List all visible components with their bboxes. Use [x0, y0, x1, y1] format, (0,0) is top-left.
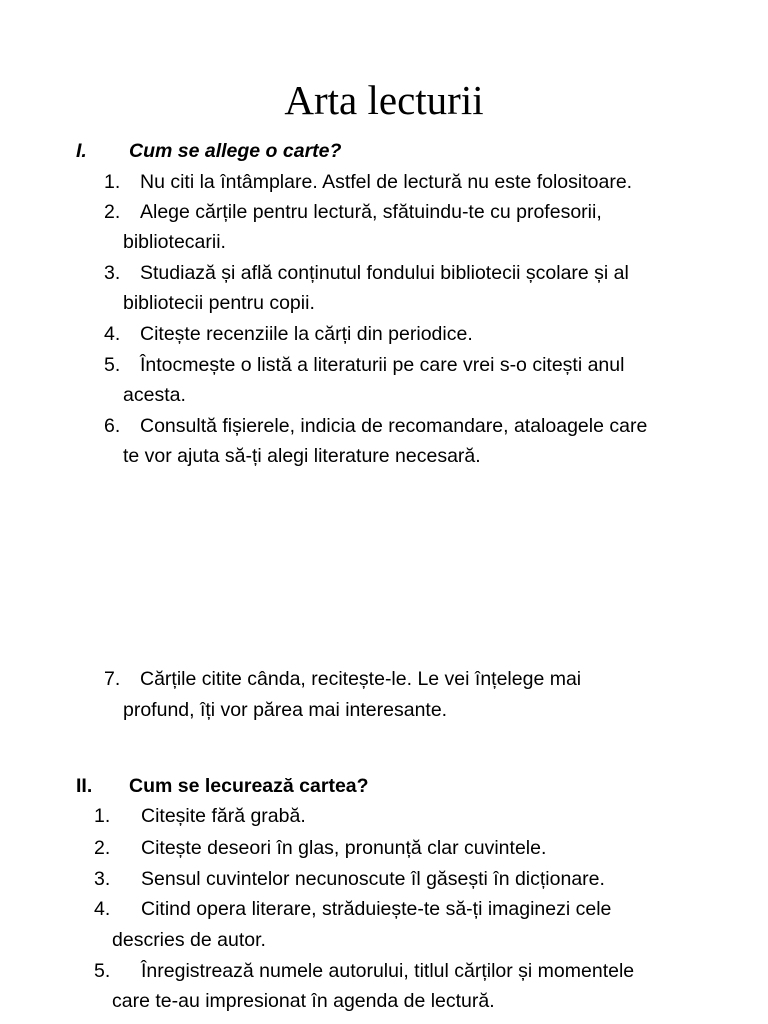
list-item-text: Citeșite fără grabă.: [141, 805, 306, 827]
list-item-text: Citește deseori în glas, pronunță clar cuvintele.: [141, 837, 547, 859]
list-item-text: Alege cărțile pentru lectură, sfătuindu-te cu profesorii,: [140, 201, 602, 223]
list-item-number: 3.: [94, 868, 111, 890]
list-item-text: Înregistrează numele autorului, titlul cărților și momentele: [141, 960, 635, 982]
list-item-continuation: bibliotecarii.: [123, 231, 226, 253]
list-item-text: Nu citi la întâmplare. Astfel de lectură nu este folositoare.: [140, 171, 633, 193]
list-item-number: 4.: [104, 323, 121, 345]
list-item-continuation: acesta.: [123, 384, 186, 406]
list-item-text: Întocmește o listă a literaturii pe care vrei s-o citești anul: [140, 354, 625, 376]
list-item-continuation: profund, îți vor părea mai interesante.: [123, 699, 448, 721]
list-item-text: Cărțile citite cânda, recitește-le. Le vei înțelege mai: [140, 668, 582, 690]
list-item-text: Citește recenziile la cărți din periodice.: [140, 323, 473, 345]
list-item-number: 5.: [104, 354, 121, 376]
list-item-continuation: descries de autor.: [112, 929, 266, 951]
list-item-number: 1.: [104, 171, 121, 193]
list-item-text: Studiază și află conținutul fondului bibliotecii școlare și al: [140, 262, 629, 284]
section-numeral: I.: [76, 140, 87, 162]
list-item-number: 6.: [104, 415, 121, 437]
list-item-number: 2.: [104, 201, 121, 223]
list-item-continuation: care te-au impresionat în agenda de lectură.: [112, 990, 495, 1012]
document-title: Arta lecturii: [284, 77, 484, 123]
list-item-number: 1.: [94, 805, 111, 827]
list-item-number: 4.: [94, 898, 111, 920]
list-item-continuation: te vor ajuta să-ți alegi literature necesară.: [123, 445, 481, 467]
list-item-text: Sensul cuvintelor necunoscute îl găsești în dicționare.: [141, 868, 605, 890]
section-numeral: II.: [76, 775, 93, 797]
list-item-continuation: bibliotecii pentru copii.: [123, 292, 315, 314]
list-item-number: 5.: [94, 960, 111, 982]
section-heading-text: Cum se allege o carte?: [129, 140, 342, 162]
section-heading-text: Cum se lecurează cartea?: [129, 775, 369, 797]
list-item-text: Citind opera literare, străduiește-te să-ți imaginezi cele: [141, 898, 612, 920]
list-item-number: 7.: [104, 668, 121, 690]
list-item-number: 3.: [104, 262, 121, 284]
list-item-number: 2.: [94, 837, 111, 859]
list-item-text: Consultă fișierele, indicia de recomandare, ataloagele care: [140, 415, 648, 437]
